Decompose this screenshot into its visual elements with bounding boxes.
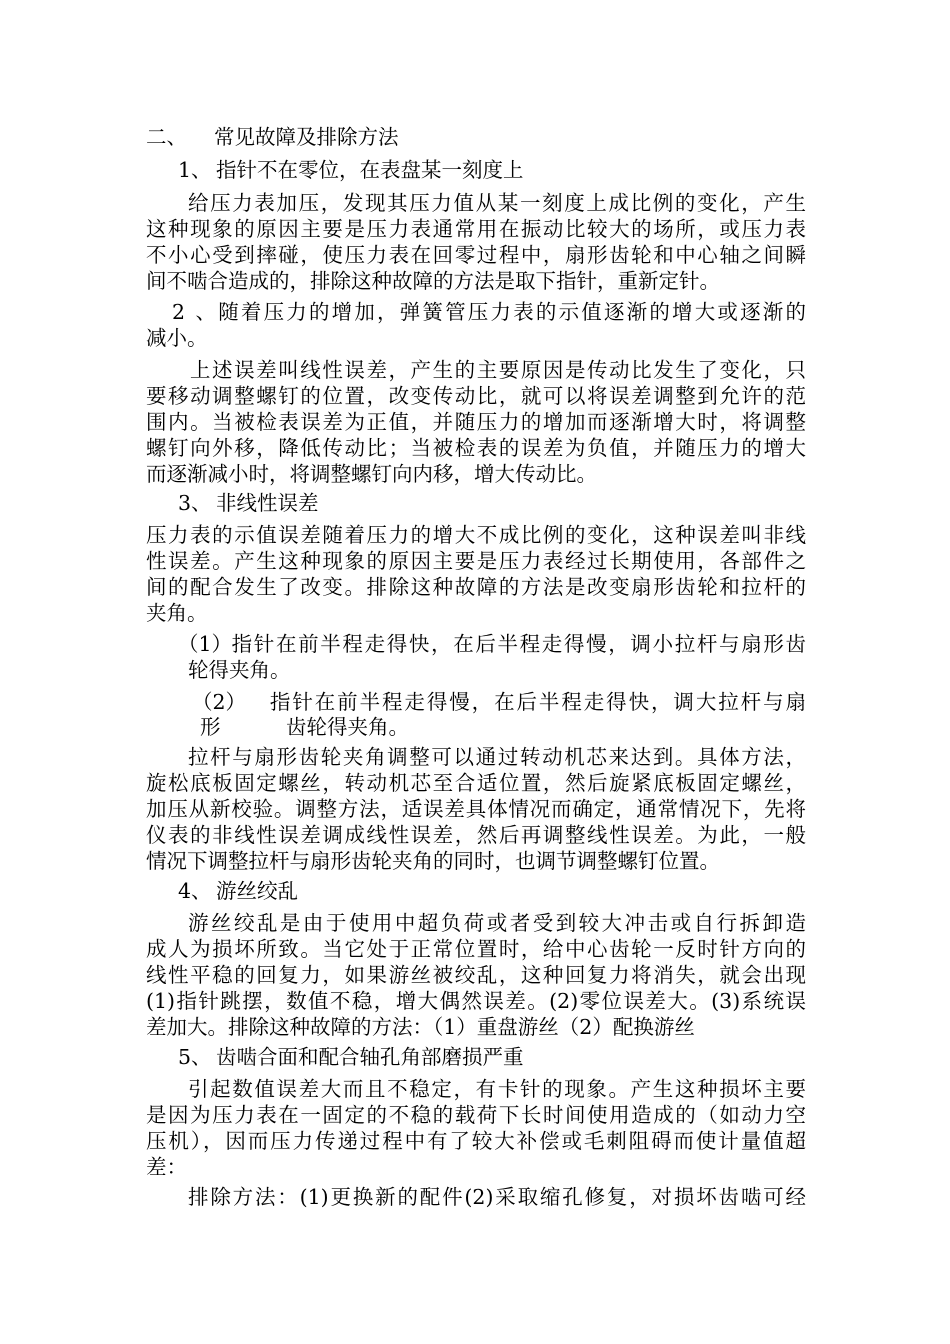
paragraph-line: 仪表的非线性误差调成线性误差，然后再调整线性误差。为此，一般 — [146, 823, 806, 847]
paragraph-line: 这种现象的原因主要是压力表通常用在振动比较大的场所，或压力表 — [146, 217, 806, 241]
paragraph-line: 要移动调整螺钉的位置，改变传动比，就可以将误差调整到允许的范 — [146, 384, 806, 408]
paragraph-line: 围内。当被检表误差为正值，并随压力的增加而逐渐增大时，将调整 — [146, 410, 806, 434]
sub-item-2-text: 指针在前半程走得慢，在后半程走得快，调大拉杆与扇 — [268, 690, 806, 714]
paragraph-line: 拉杆与扇形齿轮夹角调整可以通过转动机芯来达到。具体方法， — [188, 745, 806, 769]
item-1-number: 1、 — [178, 158, 212, 182]
paragraph-line: 是因为压力表在一固定的不稳的载荷下长时间使用造成的（如动力空 — [146, 1103, 806, 1127]
paragraph-line: 差： — [146, 1155, 187, 1179]
paragraph-line: 间不啮合造成的，排除这种故障的方法是取下指针，重新定针。 — [146, 269, 720, 293]
paragraph-line: 差加大。排除这种故障的方法：（1）重盘游丝（2）配换游丝 — [146, 1015, 695, 1039]
item-3-heading — [178, 490, 806, 516]
sub-item-1-continued: 轮得夹角。 — [188, 658, 291, 682]
paragraph-line: 性误差。产生这种现象的原因主要是压力表经过长期使用，各部件之 — [146, 549, 806, 573]
item-5-number: 5、 — [178, 1045, 212, 1069]
paragraph-line: (1)指针跳摆，数值不稳，增大偶然误差。(2)零位误差大。(3)系统误 — [146, 989, 806, 1013]
item-2-title: 随着压力的增加，弹簧管压力表的示值逐渐的增大或逐渐的 — [216, 300, 806, 324]
item-1-heading — [178, 157, 806, 183]
item-4-title: 游丝绞乱 — [216, 879, 298, 903]
section-heading — [146, 124, 806, 150]
sub-item-2-cont-a: 形 — [200, 715, 221, 739]
item-1-title: 指针不在零位，在表盘某一刻度上 — [216, 158, 524, 182]
item-5-title: 齿啮合面和配合轴孔角部磨损严重 — [216, 1045, 524, 1069]
paragraph-line: 压机），因而压力传递过程中有了较大补偿或毛刺阻碍而使计量值超 — [146, 1129, 806, 1153]
item-2-heading — [172, 299, 806, 325]
item-5-heading — [178, 1044, 806, 1070]
sub-item-1-text: 指针在前半程走得快，在后半程走得慢，调小拉杆与扇形齿 — [230, 632, 806, 656]
item-4-heading — [178, 878, 806, 904]
sub-item-2-cont-b: 齿轮得夹角。 — [286, 715, 409, 739]
paragraph-line: 游丝绞乱是由于使用中超负荷或者受到较大冲击或自行拆卸造 — [188, 911, 806, 935]
paragraph-line: 给压力表加压，发现其压力值从某一刻度上成比例的变化，产生 — [188, 191, 806, 215]
paragraph-line: 旋松底板固定螺丝，转动机芯至合适位置，然后旋紧底板固定螺丝， — [146, 771, 806, 795]
sub-item-2-continued — [200, 714, 806, 740]
sub-item-2 — [192, 689, 806, 715]
sub-item-2-number: （2） — [192, 690, 247, 714]
item-4-number: 4、 — [178, 879, 212, 903]
section-title: 常见故障及排除方法 — [214, 125, 399, 149]
paragraph-line: 夹角。 — [146, 601, 208, 625]
paragraph-line: 而逐渐减小时，将调整螺钉向内移，增大传动比。 — [146, 462, 597, 486]
paragraph-line: 引起数值误差大而且不稳定，有卡针的现象。产生这种损坏主要 — [188, 1077, 806, 1101]
paragraph-line: 加压从新校验。调整方法，适误差具体情况而确定，通常情况下，先将 — [146, 797, 806, 821]
paragraph-line: 成人为损坏所致。当它处于正常位置时，给中心齿轮一反时针方向的 — [146, 937, 806, 961]
sub-item-1 — [178, 631, 806, 657]
paragraph-line: 线性平稳的回复力，如果游丝被绞乱，这种回复力将消失，就会出现 — [146, 963, 806, 987]
item-2-number: 2、 — [172, 300, 216, 324]
item-3-title: 非线性误差 — [216, 491, 319, 515]
sub-item-1-number: （1） — [178, 632, 233, 656]
paragraph-line: 压力表的示值误差随着压力的增大不成比例的变化，这种误差叫非线 — [146, 523, 806, 547]
item-3-number: 3、 — [178, 491, 212, 515]
paragraph-line: 不小心受到摔碰，使压力表在回零过程中，扇形齿轮和中心轴之间瞬 — [146, 243, 806, 267]
paragraph-line: 情况下调整拉杆与扇形齿轮夹角的同时，也调节调整螺钉位置。 — [146, 849, 720, 873]
paragraph-line: 上述误差叫线性误差，产生的主要原因是传动比发生了变化，只 — [190, 358, 806, 382]
section-number: 二、 — [146, 125, 187, 149]
paragraph-line: 螺钉向外移，降低传动比；当被检表的误差为负值，并随压力的增大 — [146, 436, 806, 460]
paragraph-line: 间的配合发生了改变。排除这种故障的方法是改变扇形齿轮和拉杆的 — [146, 575, 806, 599]
paragraph-line: 排除方法：(1)更换新的配件(2)采取缩孔修复，对损坏齿啮可经 — [188, 1185, 806, 1209]
item-2-title-continued: 减小。 — [146, 326, 208, 350]
